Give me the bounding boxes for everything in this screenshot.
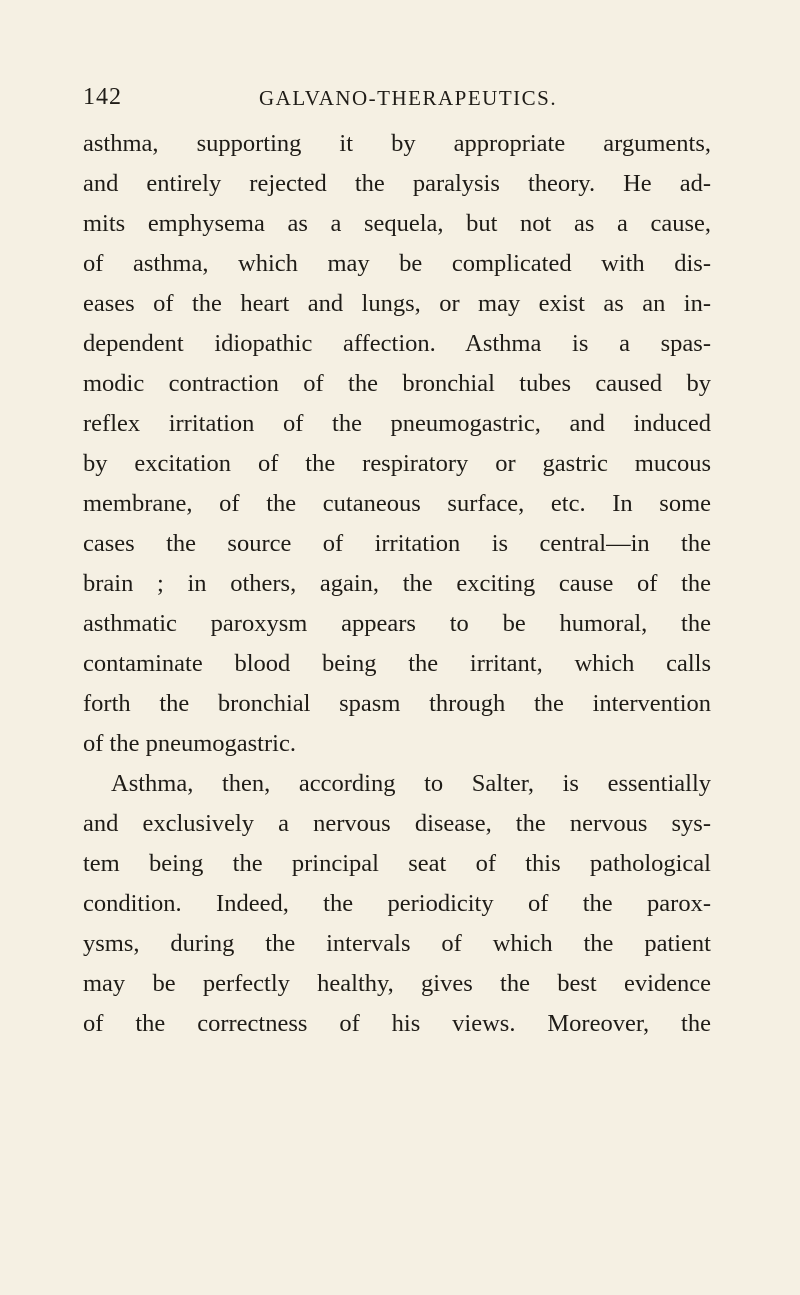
text-line: eases of the heart and lungs, or may exist as an in- xyxy=(83,290,711,317)
text-line: asthmatic paroxysm appears to be humoral, the xyxy=(83,610,711,637)
text-line: and exclusively a nervous disease, the nervous sys- xyxy=(83,810,711,837)
text-line: modic contraction of the bronchial tubes caused by xyxy=(83,370,711,397)
text-line: membrane, of the cutaneous surface, etc. In some xyxy=(83,490,711,517)
text-line: mits emphysema as a sequela, but not as a cause, xyxy=(83,210,711,237)
text-line: ysms, during the intervals of which the patient xyxy=(83,930,711,957)
body-text xyxy=(83,124,711,1044)
text-line: brain ; in others, again, the exciting cause of the xyxy=(83,570,711,597)
text-line: reflex irritation of the pneumogastric, and induced xyxy=(83,410,711,437)
text-line: of asthma, which may be complicated with dis- xyxy=(83,250,711,277)
text-line: cases the source of irritation is central—in the xyxy=(83,530,711,557)
text-line: forth the bronchial spasm through the intervention xyxy=(83,690,711,717)
text-line: Asthma, then, according to Salter, is essentially xyxy=(111,770,711,797)
text-line: condition. Indeed, the periodicity of the parox- xyxy=(83,890,711,917)
page-number: 142 xyxy=(83,84,122,110)
running-title: GALVANO-THERAPEUTICS. xyxy=(259,86,558,110)
running-head xyxy=(83,84,711,114)
text-line: may be perfectly healthy, gives the best evidence xyxy=(83,970,711,997)
text-line: tem being the principal seat of this pathological xyxy=(83,850,711,877)
text-line: by excitation of the respiratory or gastric mucous xyxy=(83,450,711,477)
text-line: contaminate blood being the irritant, which calls xyxy=(83,650,711,677)
text-line: dependent idiopathic affection. Asthma is a spas- xyxy=(83,330,711,357)
text-line: of the pneumogastric. xyxy=(83,730,296,757)
text-line: of the correctness of his views. Moreover, the xyxy=(83,1010,711,1037)
text-line: asthma, supporting it by appropriate arguments, xyxy=(83,130,711,157)
text-line: and entirely rejected the paralysis theory. He ad- xyxy=(83,170,711,197)
